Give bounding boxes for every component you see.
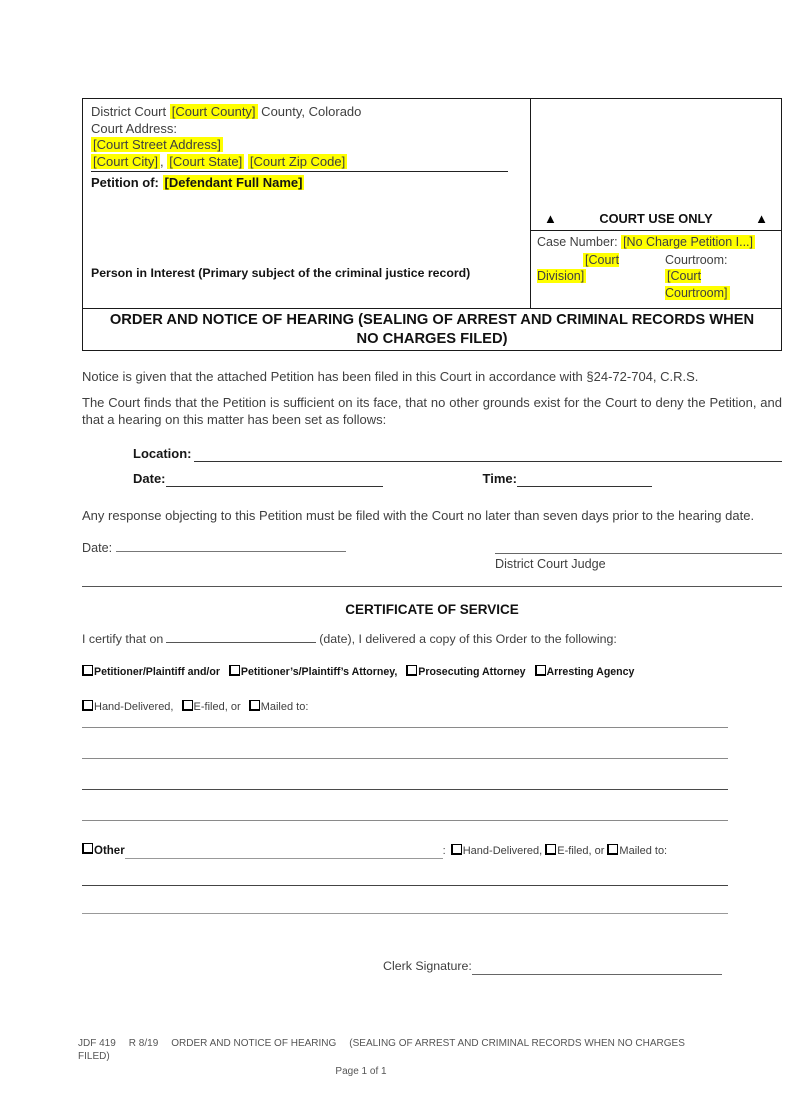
recipient-prosecuting-attorney-label: Prosecuting Attorney	[418, 666, 526, 678]
other-method-e-filed-label: E-filed, or	[557, 845, 605, 857]
method-e-filed-label: E-filed, or	[193, 701, 241, 713]
footer-form-number: JDF 419	[78, 1038, 116, 1049]
court-use-only-label: COURT USE ONLY	[599, 211, 713, 226]
caption-box	[82, 98, 782, 351]
section-divider	[82, 586, 782, 587]
location-row	[133, 445, 782, 462]
other-colon: :	[442, 845, 446, 857]
court-use-cell	[531, 99, 781, 308]
petition-of-line	[91, 175, 522, 192]
other-address-line-1[interactable]	[82, 859, 728, 886]
checkbox-other-mailed-to[interactable]	[607, 844, 618, 855]
method-e-filed	[182, 701, 241, 713]
other-label: Other	[94, 845, 125, 857]
court-info-cell	[83, 99, 531, 308]
court-address-label: Court Address:	[91, 120, 177, 136]
method-hand-delivered	[82, 701, 173, 713]
service-address-line-4[interactable]	[82, 790, 728, 821]
footer-form-line	[78, 1037, 718, 1063]
checkbox-e-filed[interactable]	[182, 700, 193, 711]
checkbox-petitioner[interactable]	[82, 665, 93, 676]
certify-prefix: I certify that on	[82, 632, 164, 646]
service-address-line-1[interactable]	[82, 715, 728, 728]
hearing-time-input-line[interactable]	[517, 470, 652, 487]
footer-revision: R 8/19	[128, 1038, 159, 1049]
service-address-line-2[interactable]	[82, 728, 728, 759]
case-number-label: Case Number:	[537, 235, 622, 249]
court-courtroom-field[interactable]: [Court Courtroom]	[665, 269, 728, 300]
court-use-only-banner	[531, 211, 781, 231]
footer-title: ORDER AND NOTICE OF HEARING	[171, 1038, 337, 1049]
recipients-checkbox-row	[82, 665, 782, 680]
recipient-attorney	[229, 666, 397, 678]
other-method-hand-delivered	[451, 843, 542, 859]
other-description-input-line[interactable]	[125, 845, 443, 859]
defendant-name-field[interactable]: [Defendant Full Name]	[164, 175, 303, 190]
district-court-prefix: District Court	[91, 104, 170, 119]
court-division-field[interactable]: [Court Division]	[537, 252, 620, 283]
clerk-signature-input-line[interactable]	[472, 958, 722, 975]
findings-paragraph: The Court finds that the Petition is sufficient on its face, that no other grounds exist for the Court to deny the Petition, and that a hearing on this matter has been set as follows:	[82, 395, 782, 427]
judge-signature-group	[495, 540, 782, 572]
form-content	[82, 98, 782, 975]
recipient-arresting-agency-label: Arresting Agency	[546, 666, 635, 678]
courtroom-label: Courtroom:	[665, 252, 728, 267]
other-method-e-filed	[545, 843, 604, 859]
location-label: Location:	[133, 446, 192, 461]
method-hand-delivered-label: Hand-Delivered,	[94, 701, 174, 713]
petition-of-label: Petition of:	[91, 175, 163, 190]
checkbox-mailed-to[interactable]	[249, 700, 260, 711]
triangle-right-icon: ▲	[755, 211, 768, 226]
other-method-mailed-to-label: Mailed to:	[619, 845, 668, 857]
checkbox-other-hand-delivered[interactable]	[451, 844, 462, 855]
court-city-field[interactable]: [Court City]	[93, 153, 159, 169]
hearing-date-label: Date:	[133, 471, 166, 486]
court-zip-field[interactable]: [Court Zip Code]	[249, 153, 346, 169]
order-date-label: Date:	[82, 541, 116, 555]
street-address-line	[91, 137, 522, 154]
court-street-address-field[interactable]: [Court Street Address]	[93, 137, 221, 152]
case-number-line	[531, 231, 781, 251]
comma-separator: ,	[160, 153, 168, 169]
judge-signature-row	[82, 540, 782, 572]
form-title: ORDER AND NOTICE OF HEARING (SEALING OF ARREST AND CRIMINAL RECORDS WHEN NO CHARGES FILED)	[83, 308, 781, 350]
order-date-group	[82, 540, 346, 572]
certify-line	[82, 631, 782, 648]
other-method-hand-delivered-label: Hand-Delivered,	[462, 845, 543, 857]
certificate-of-service-heading: CERTIFICATE OF SERVICE	[345, 602, 519, 617]
date-time-row	[133, 470, 782, 487]
response-paragraph: Any response objecting to this Petition must be filed with the Court no later than seven days prior to the hearing date.	[82, 508, 755, 523]
division-courtroom-row	[531, 251, 781, 306]
checkbox-arresting-agency[interactable]	[535, 665, 546, 676]
checkbox-attorney[interactable]	[229, 665, 240, 676]
judge-title-label: District Court Judge	[495, 557, 606, 571]
district-court-line	[91, 104, 522, 121]
city-state-zip-line	[91, 154, 508, 173]
recipient-petitioner	[82, 666, 220, 678]
case-number-field[interactable]: [No Charge Petition I...]	[623, 235, 753, 249]
court-state-field[interactable]: [Court State]	[169, 153, 243, 169]
method-mailed-to-label: Mailed to:	[260, 701, 309, 713]
delivery-methods-row	[82, 700, 782, 715]
district-court-suffix: County, Colorado	[257, 104, 362, 119]
judge-signature-line[interactable]	[495, 540, 782, 554]
recipient-prosecuting-attorney	[406, 666, 525, 678]
checkbox-prosecuting-attorney[interactable]	[406, 665, 417, 676]
footer-subtitle: (SEALING OF ARREST AND CRIMINAL RECORDS WHEN NO CHARGES FILED)	[78, 1038, 685, 1062]
hearing-date-input-line[interactable]	[166, 470, 383, 487]
hearing-time-label: Time:	[482, 471, 517, 486]
clerk-signature-label: Clerk Signature:	[383, 959, 472, 973]
division-cell	[537, 252, 665, 302]
page-indicator: Page 1 of 1	[335, 1066, 387, 1077]
location-input-line[interactable]	[194, 445, 783, 462]
recipient-attorney-label: Petitioner’s/Plaintiff’s Attorney,	[240, 666, 398, 678]
other-address-line-2[interactable]	[82, 886, 728, 914]
person-in-interest-label: Person in Interest (Primary subject of the criminal justice record)	[91, 265, 471, 280]
notice-paragraph: Notice is given that the attached Petition has been filed in this Court in accordance with §24-72-704, C.R.S.	[82, 369, 699, 384]
court-county-field[interactable]: [Court County]	[171, 104, 256, 119]
other-row	[82, 843, 782, 859]
recipient-petitioner-label: Petitioner/Plaintiff and/or	[94, 666, 220, 678]
certify-date-input-line[interactable]	[166, 642, 316, 643]
certify-suffix: (date), I delivered a copy of this Order to the following:	[319, 632, 617, 646]
order-date-input-line[interactable]	[116, 551, 346, 552]
recipient-arresting-agency	[535, 666, 635, 678]
triangle-left-icon: ▲	[544, 211, 557, 226]
other-method-mailed-to	[607, 843, 667, 859]
method-mailed-to	[249, 701, 309, 713]
courtroom-cell	[665, 252, 760, 302]
checkbox-other[interactable]	[82, 843, 93, 854]
service-address-line-3[interactable]	[82, 759, 728, 790]
page-footer	[78, 1037, 718, 1078]
checkbox-hand-delivered[interactable]	[82, 700, 93, 711]
clerk-signature-row	[383, 958, 782, 975]
checkbox-other-e-filed[interactable]	[545, 844, 556, 855]
